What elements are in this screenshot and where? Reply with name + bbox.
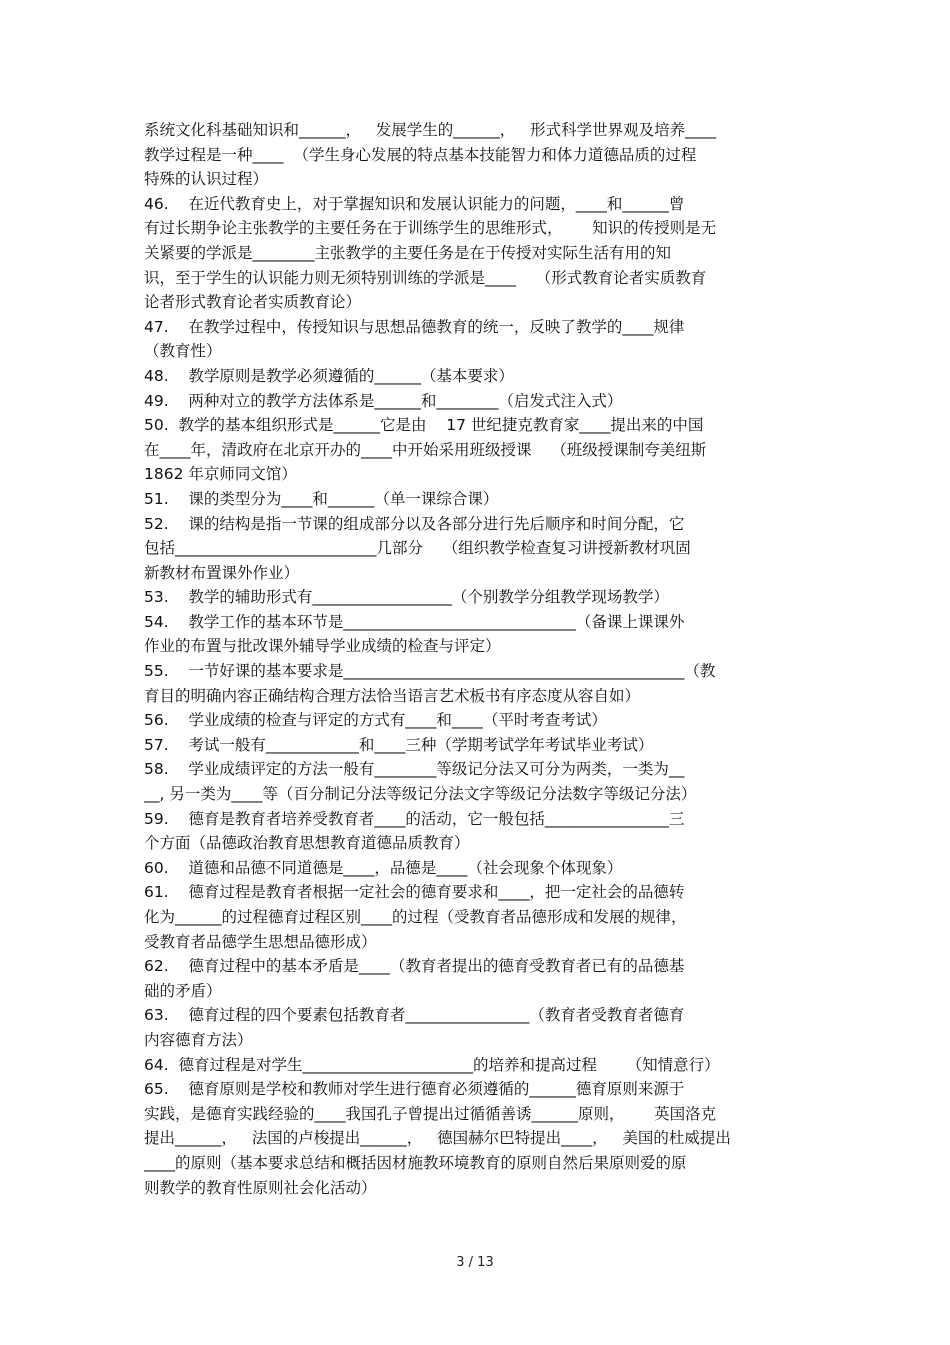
text-line: 50. 教学的基本组织形式是______它是由 17 世纪捷克教育家____提出来的中国: [144, 416, 704, 435]
text-line: 作业的布置与批改课外辅导学业成绩的检查与评定）: [144, 637, 501, 656]
text-line: 64. 德育过程是对学生______________________的培养和提高过程 （知情意行）: [144, 1055, 720, 1074]
text-line: 46. 在近代教育史上，对于掌握知识和发展认识能力的问题，____和______曾: [144, 194, 685, 213]
text-line: 内容德育方法）: [144, 1030, 253, 1049]
text-line: 62. 德育过程中的基本矛盾是____（教育者提出的德育受教育者已有的品德基: [144, 957, 685, 976]
text-line: 在____年，清政府在北京开办的____中开始采用班级授课 （班级授课制夸美纽斯: [144, 440, 707, 459]
text-line: 57. 考试一般有____________和____三种（学期考试学年考试毕业考试）: [144, 735, 654, 754]
text-line: 51. 课的类型分为____和______（单一课综合课）: [144, 489, 499, 508]
text-line: 育目的明确内容正确结构合理方法恰当语言艺术板书有序态度从容自如）: [144, 686, 641, 705]
text-line: 56. 学业成绩的检查与评定的方式有____和____（平时考查考试）: [144, 711, 607, 730]
text-line: 新教材布置课外作业）: [144, 563, 300, 582]
text-line: __, 另一类为____等（百分制记分法等级记分法文字等级记分法数字等级记分法）: [144, 785, 697, 804]
text-line: 54. 教学工作的基本环节是______________________________（备课上课课外: [144, 612, 685, 631]
text-line: 61. 德育过程是教育者根据一定社会的德育要求和____，把一定社会的品德转: [144, 883, 685, 902]
text-line: 包括__________________________几部分 （组织教学检查复习讲授新教材巩固: [144, 539, 691, 558]
text-line: 个方面（品德政治教育思想教育道德品质教育）: [144, 834, 470, 853]
text-line: 58. 学业成绩评定的方法一般有________等级记分法又可分为两类，一类为__: [144, 760, 685, 779]
text-line: 教学过程是一种____ （学生身心发展的特点基本技能智力和体力道德品质的过程: [144, 145, 697, 164]
text-line: 特殊的认识过程）: [144, 170, 269, 189]
text-line: 47. 在教学过程中，传授知识与思想品德教育的统一，反映了教学的____规律: [144, 317, 685, 336]
text-line: 础的矛盾）: [144, 981, 222, 1000]
text-line: 60. 道德和品德不同道德是____，品德是____（社会现象个体现象）: [144, 858, 623, 877]
text-line: 48. 教学原则是教学必须遵循的______（基本要求）: [144, 366, 514, 385]
text-line: 则教学的教育性原则社会化活动）: [144, 1178, 377, 1197]
text-line: 有过长期争论主张教学的主要任务在于训练学生的思维形式， 知识的传授则是无: [144, 219, 717, 238]
document-body: [144, 118, 804, 1200]
text-line: 系统文化科基础知识和______， 发展学生的______， 形式科学世界观及培养____: [144, 121, 717, 139]
text-line: 关紧要的学派是________主张教学的主要任务是在于传授对实际生活有用的知: [144, 243, 672, 262]
text-line: （教育性）: [144, 342, 222, 361]
text-line: 化为______的过程德育过程区别____的过程（受教育者品德形成和发展的规律，: [144, 908, 687, 926]
text-line: 49. 两种对立的教学方法体系是______和________（启发式注入式）: [144, 391, 623, 410]
text-line: 识，至于学生的认识能力则无须特别训练的学派是____ （形式教育论者实质教育: [144, 268, 707, 287]
text-line: 1862 年京师同文馆）: [144, 465, 297, 484]
text-line: 提出______， 法国的卢梭提出______， 德国赫尔巴特提出____， 美国的杜威提出: [144, 1129, 731, 1148]
text-line: 59. 德育是教育者培养受教育者____的活动，它一般包括________________三: [144, 809, 685, 828]
text-line: 论者形式教育论者实质教育论）: [144, 293, 362, 312]
text-line: 65. 德育原则是学校和教师对学生进行德育必须遵循的______德育原则来源于: [144, 1080, 685, 1099]
text-line: 63. 德育过程的四个要素包括教育者________________（教育者受教育者德育: [144, 1006, 685, 1025]
text-line: 53. 教学的辅助形式有__________________（个别教学分组教学现场教学）: [144, 588, 669, 607]
text-line: 55. 一节好课的基本要求是____________________________________________（教: [144, 662, 716, 681]
text-line: 受教育者品德学生思想品德形成）: [144, 932, 377, 951]
text-line: 实践，是德育实践经验的____我国孔子曾提出过循循善诱______原则， 英国洛克: [144, 1104, 717, 1123]
text-line: ____的原则（基本要求总结和概括因材施教环境教育的原则自然后果原则爱的原: [144, 1153, 687, 1172]
text-line: 52. 课的结构是指一节课的组成部分以及各部分进行先后顺序和时间分配，它: [144, 514, 685, 533]
page-number: 3 / 13: [456, 1255, 494, 1270]
